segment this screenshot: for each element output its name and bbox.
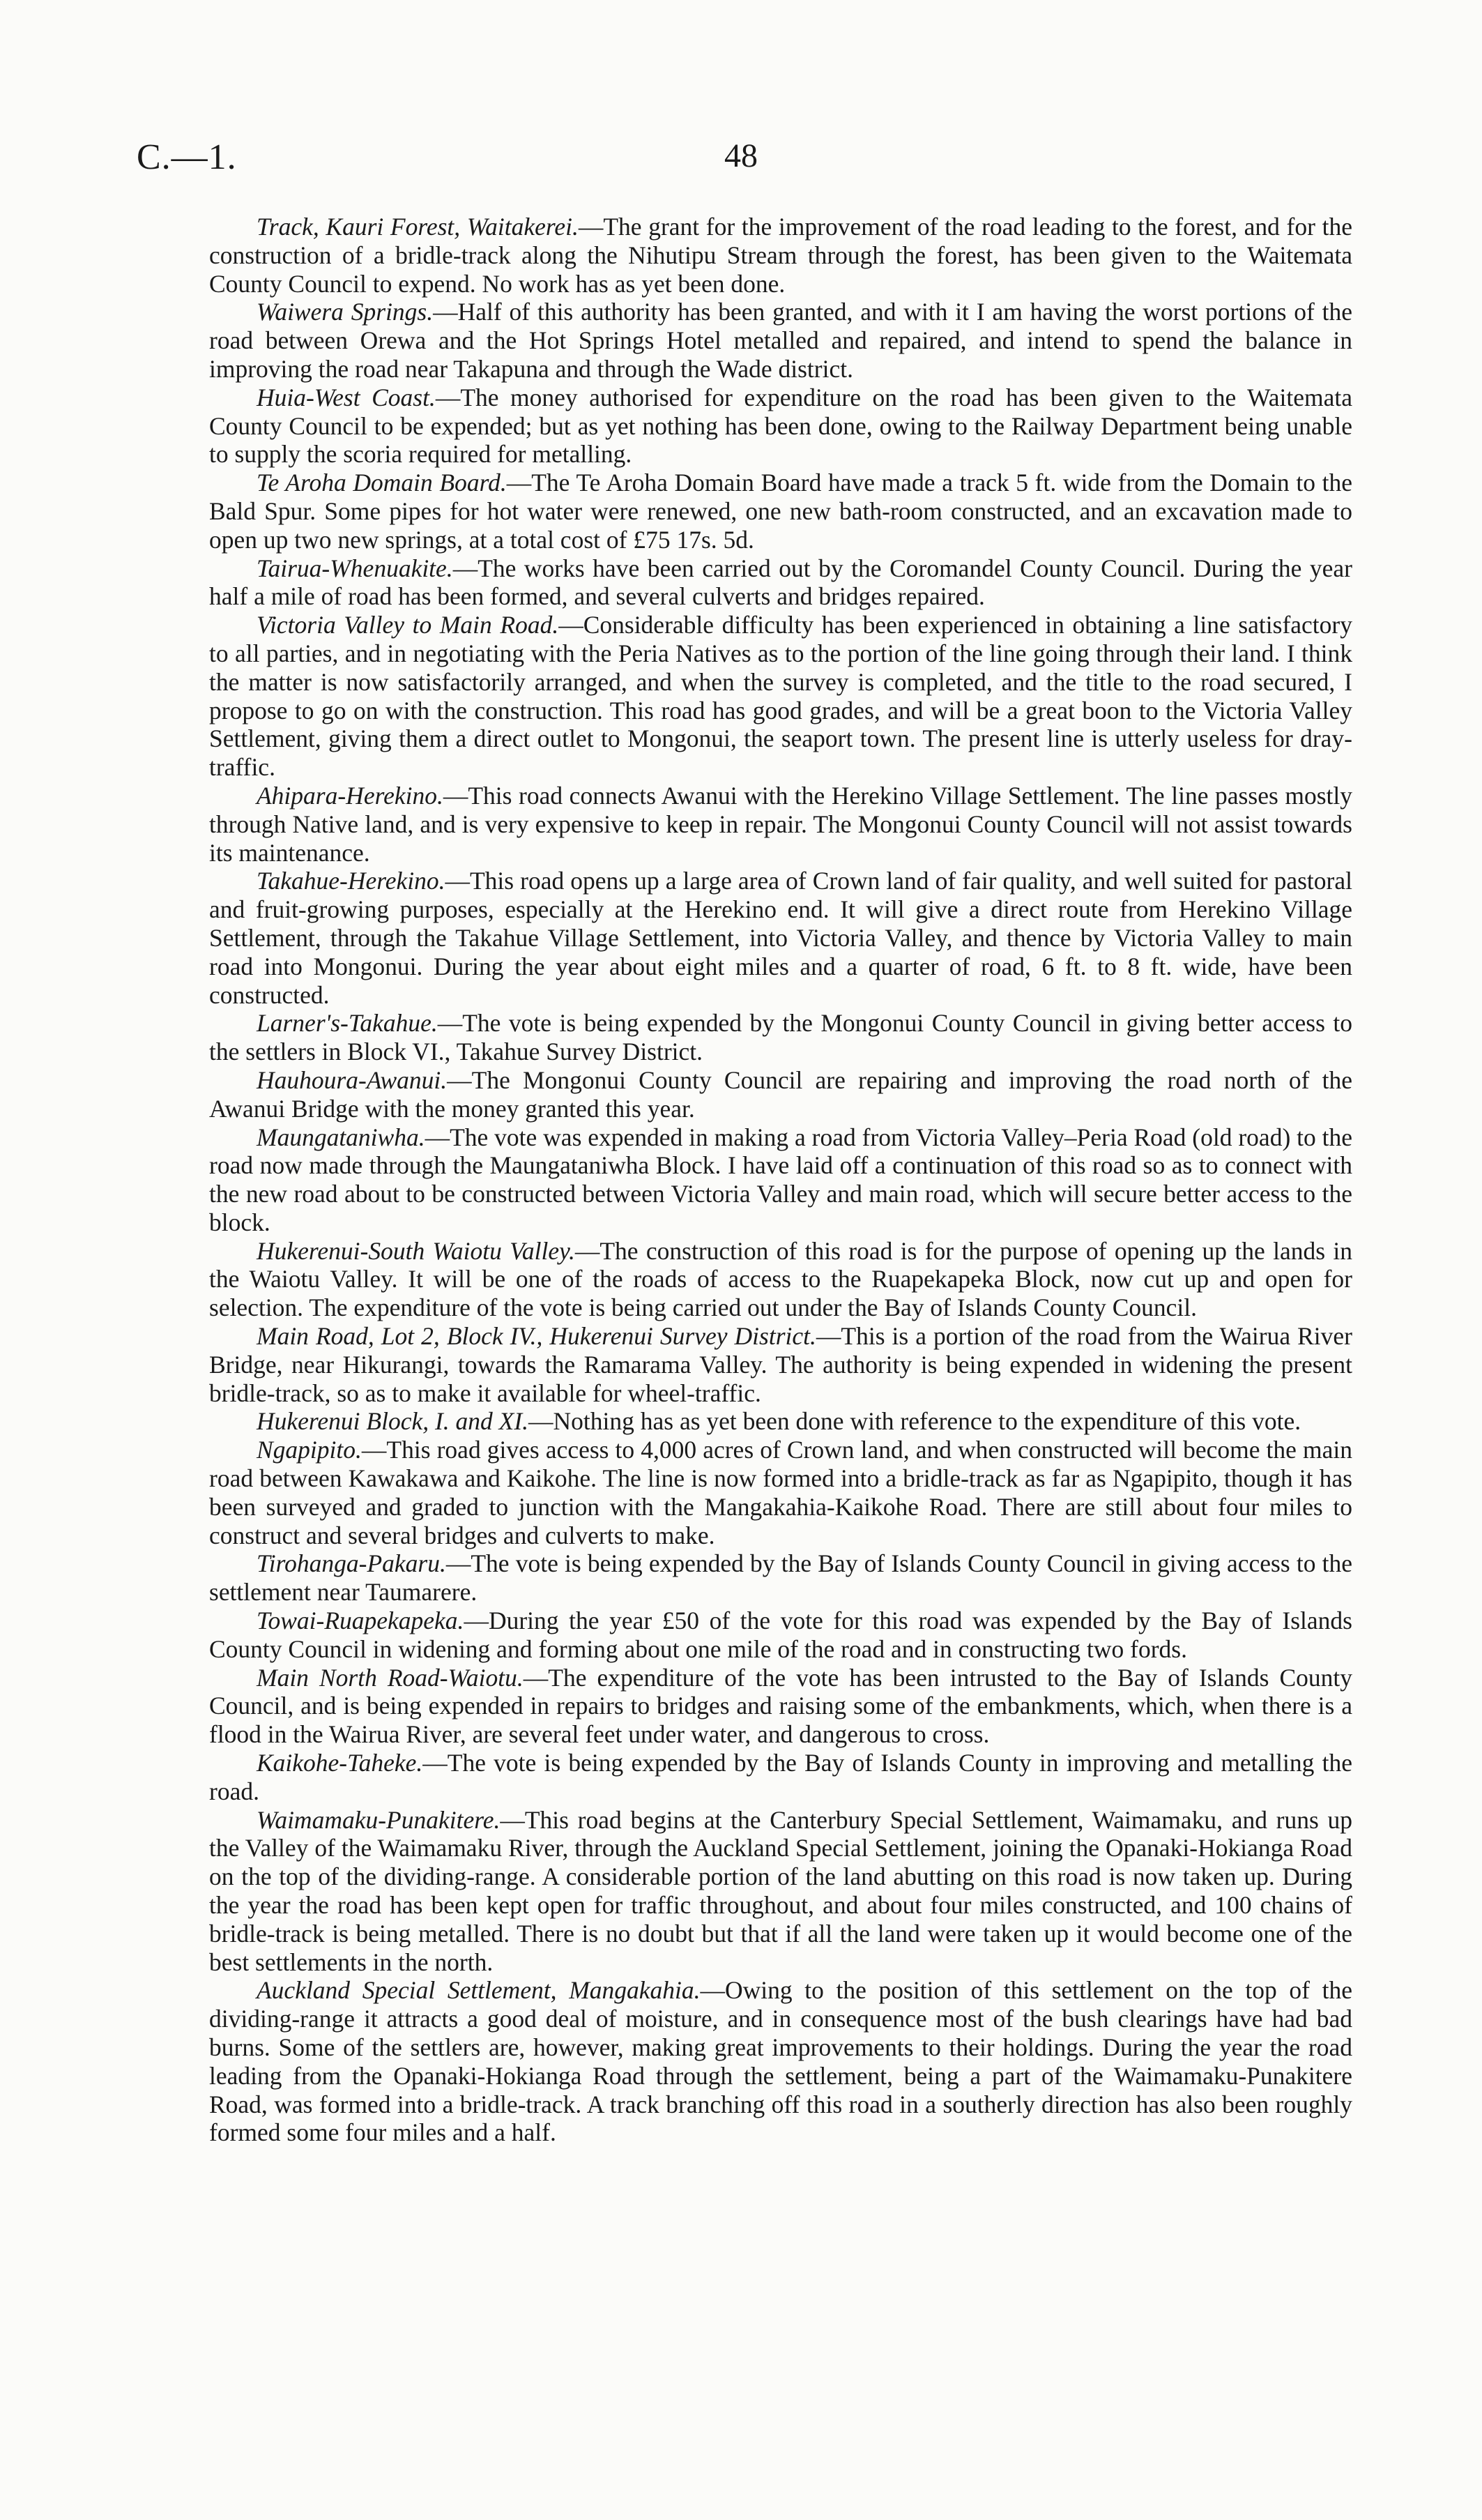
paragraph-text: —The vote is being expended by the Bay of Islands County in improving and metalling the road. bbox=[209, 1749, 1352, 1805]
report-body bbox=[209, 213, 1352, 2147]
paragraph-text: —This road connects Awanui with the Herekino Village Settlement. The line passes mostly through Native land, and is very expensive to keep in repair. The Mongonui County Council will not assist towards its maintenance. bbox=[209, 781, 1352, 867]
paragraph-heading: Larner's-Takahue. bbox=[257, 1009, 438, 1038]
paragraph-tirohanga-pakaru bbox=[209, 1549, 1352, 1607]
paragraph-text: —This road gives access to 4,000 acres of Crown land, and when constructed will become the main road between Kawakawa and Kaikohe. The line is now formed into a bridle-track as far as Ngapipito, though it has been surveyed and graded to junction with the Mangakahia-Kaikohe Road. There are still about four miles to construct and several bridges and culverts to make. bbox=[209, 1436, 1352, 1549]
paragraph-victoria-valley bbox=[209, 611, 1352, 782]
paragraph-main-north-road-waiotu bbox=[209, 1664, 1352, 1749]
paragraph-text: —Owing to the position of this settlement on the top of the dividing-range it attracts a good deal of moisture, and in consequence most of the bush clearings have had bad burns. Some of the settlers are, however, making great improvements to their holdings. During the year the road leading from the Opanaki-Hokianga Road through the settlement, being a part of the Waimamaku-Punakitere Road, was formed into a bridle-track. A track branching off this road in a southerly direction has also been roughly formed some four miles and a half. bbox=[209, 1976, 1352, 2147]
paragraph-text: —The vote is being expended by the Mongonui County Council in giving better access to the settlers in Block VI., Takahue Survey District. bbox=[209, 1009, 1352, 1066]
paragraph-heading: Te Aroha Domain Board. bbox=[257, 469, 507, 497]
paragraph-heading: Ngapipito. bbox=[257, 1436, 362, 1464]
paragraph-heading: Track, Kauri Forest, Waitakerei. bbox=[257, 213, 579, 241]
page-header bbox=[137, 137, 1345, 185]
paragraph-heading: Takahue-Herekino. bbox=[257, 867, 445, 895]
paragraph-towai-ruapekapeka bbox=[209, 1607, 1352, 1664]
paragraph-hauhoura-awanui bbox=[209, 1066, 1352, 1123]
paragraph-heading: Main North Road-Waiotu. bbox=[257, 1663, 524, 1692]
paragraph-ahipara-herekino bbox=[209, 782, 1352, 867]
paragraph-text: —Considerable difficulty has been experienced in obtaining a line satisfactory to all parties, and in negotiating with the Peria Natives as to the portion of the line going through their land. I think the matter is now satisfactorily arranged, and when the survey is completed, and the title to the road secured, I propose to go on with the construction. This road has good grades, and will be a great boon to the Victoria Valley Settlement, giving them a direct outlet to Mongonui, the seaport town. The present line is utterly useless for dray-traffic. bbox=[209, 611, 1352, 782]
paragraph-larners-takahue bbox=[209, 1009, 1352, 1066]
paragraph-heading: Hauhoura-Awanui. bbox=[257, 1065, 448, 1094]
paragraph-main-road-lot-2 bbox=[209, 1322, 1352, 1407]
page-number: 48 bbox=[724, 137, 758, 174]
paragraph-hukerenui-south-waiotu bbox=[209, 1237, 1352, 1322]
paragraph-maungataniwha bbox=[209, 1123, 1352, 1237]
paragraph-text: —This road begins at the Canterbury Special Settlement, Waimamaku, and runs up the Valley of the Waimamaku River, through the Auckland Special Settlement, joining the Opanaki-Hokianga Road on the top of the dividing-range. A considerable portion of the land abutting on this road is now taken up. During the year the road has been kept open for traffic throughout, and about four miles constructed, and 100 chains of bridle-track is being metalled. There is no doubt but that if all the land were taken up it would become one of the best settlements in the north. bbox=[209, 1805, 1352, 1976]
paragraph-hukerenui-block bbox=[209, 1407, 1352, 1436]
paragraph-text: —The vote is being expended by the Bay of Islands County Council in giving access to the settlement near Taumarere. bbox=[209, 1549, 1352, 1607]
paragraph-takahue-herekino bbox=[209, 867, 1352, 1009]
paragraph-text: —Half of this authority has been granted, and with it I am having the worst portions of the road between Orewa and the Hot Springs Hotel metalled and repaired, and intend to spend the balance in improving the road near Takapuna and through the Wade district. bbox=[209, 298, 1352, 383]
paragraph-text: —The works have been carried out by the Coromandel County Council. During the year half a mile of road has been formed, and several culverts and bridges repaired. bbox=[209, 554, 1352, 611]
paragraph-heading: Main Road, Lot 2, Block IV., Hukerenui Survey District. bbox=[257, 1322, 816, 1351]
paragraph-text: —The money authorised for expenditure on the road has been given to the Waitemata County Council to be expended; but as yet nothing has been done, owing to the Railway Department being unable to supply the scoria required for metalling. bbox=[209, 383, 1352, 469]
paragraph-text: —Nothing has as yet been done with reference to the expenditure of this vote. bbox=[528, 1407, 1301, 1436]
paragraph-heading: Tairua-Whenuakite. bbox=[257, 554, 453, 582]
paragraph-huia-west-coast bbox=[209, 384, 1352, 469]
paragraph-text: —During the year £50 of the vote for this road was expended by the Bay of Islands County Council in widening and forming about one mile of the road and in constructing two fords. bbox=[209, 1607, 1352, 1663]
paragraph-heading: Kaikohe-Taheke. bbox=[257, 1749, 423, 1777]
paragraph-kaikohe-taheke bbox=[209, 1749, 1352, 1806]
paragraph-waimamaku-punakitere bbox=[209, 1806, 1352, 1977]
paragraph-text: —The Mongonui County Council are repairing and improving the road north of the Awanui Bridge with the money granted this year. bbox=[209, 1065, 1352, 1123]
paragraph-text: —This road opens up a large area of Crown land of fair quality, and well suited for pastoral and fruit-growing purposes, especially at the Herekino end. It will give a direct route from Herekino Village Settlement, through the Takahue Village Settlement, into Victoria Valley, and thence by Victoria Valley to main road into Mongonui. During the year about eight miles and a quarter of road, 6 ft. to 8 ft. wide, have been constructed. bbox=[209, 867, 1352, 1009]
paragraph-text: —The grant for the improvement of the road leading to the forest, and for the construction of a bridle-track along the Nihutipu Stream through the forest, has been given to the Waitemata County Council to expend. No work has as yet been done. bbox=[209, 213, 1352, 298]
paragraph-heading: Waiwera Springs. bbox=[257, 298, 434, 326]
paragraph-heading: Ahipara-Herekino. bbox=[257, 781, 443, 810]
document-reference: C.—1. bbox=[137, 137, 237, 177]
paragraph-heading: Victoria Valley to Main Road. bbox=[257, 611, 559, 639]
paragraph-heading: Hukerenui Block, I. and XI. bbox=[257, 1407, 529, 1436]
paragraph-heading: Tirohanga-Pakaru. bbox=[257, 1549, 446, 1578]
paragraph-tairua-whenuakite bbox=[209, 554, 1352, 612]
paragraph-text: —This is a portion of the road from the Wairua River Bridge, near Hikurangi, towards the Ramarama Valley. The authority is being expended in widening the present bridle-track, so as to make it available for wheel-traffic. bbox=[209, 1322, 1352, 1407]
paragraph-waiwera-springs bbox=[209, 298, 1352, 383]
paragraph-heading: Waimamaku-Punakitere. bbox=[257, 1805, 501, 1834]
paragraph-text: —The vote was expended in making a road from Victoria Valley–Peria Road (old road) to the road now made through the Maungataniwha Block. I have laid off a continuation of this road so as to connect with the new road about to be constructed between Victoria Valley and main road, which will secure better access to the block. bbox=[209, 1123, 1352, 1236]
paragraph-heading: Towai-Ruapekapeka. bbox=[257, 1607, 464, 1635]
paragraph-text: —The expenditure of the vote has been intrusted to the Bay of Islands County Council, and is being expended in repairs to bridges and raising some of the embankments, which, when there is a flood in the Wairua River, are several feet under water, and dangerous to cross. bbox=[209, 1663, 1352, 1749]
paragraph-te-aroha-domain-board bbox=[209, 469, 1352, 554]
paragraph-heading: Hukerenui-South Waiotu Valley. bbox=[257, 1236, 575, 1265]
paragraph-heading: Huia-West Coast. bbox=[257, 383, 436, 411]
paragraph-auckland-special-settlement bbox=[209, 1976, 1352, 2147]
paragraph-text: —The Te Aroha Domain Board have made a track 5 ft. wide from the Domain to the Bald Spur. Some pipes for hot water were renewed, one new bath-room constructed, and an excavation made to open up two new springs, at a total cost of £75 17s. 5d. bbox=[209, 469, 1352, 554]
paragraph-heading: Maungataniwha. bbox=[257, 1123, 425, 1151]
paragraph-heading: Auckland Special Settlement, Mangakahia. bbox=[257, 1976, 701, 2005]
paragraph-ngapipito bbox=[209, 1436, 1352, 1549]
paragraph-text: —The construction of this road is for the purpose of opening up the lands in the Waiotu Valley. It will be one of the roads of access to the Ruapekapeka Block, now cut up and open for selection. The expenditure of the vote is being carried out under the Bay of Islands County Council. bbox=[209, 1236, 1352, 1322]
paragraph-track-kauri-forest bbox=[209, 213, 1352, 298]
